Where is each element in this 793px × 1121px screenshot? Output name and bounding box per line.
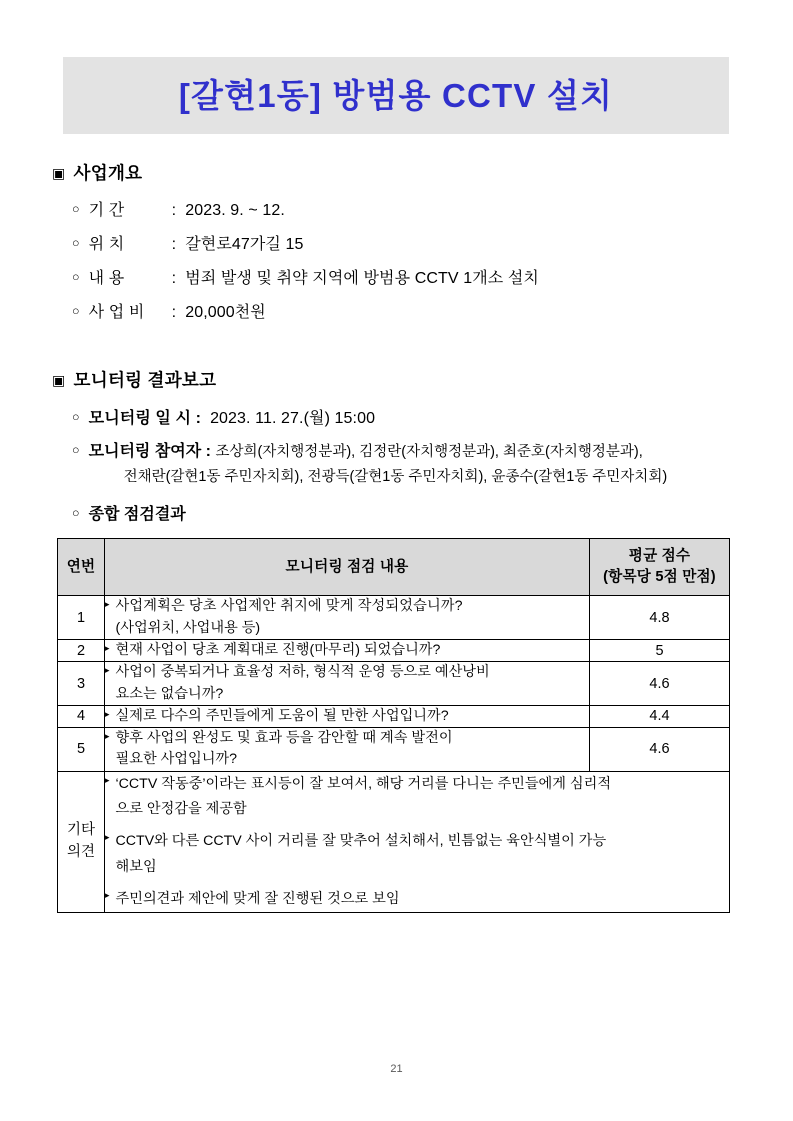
- opinion-3-line-1: 주민의견과 제안에 맞게 잘 진행된 것으로 보임: [115, 890, 400, 907]
- monitoring-results-heading: [72, 501, 667, 524]
- opinion-2-line-2: 해보임: [115, 858, 157, 875]
- row-score: 4.8: [590, 596, 730, 640]
- monitoring-results-table: [57, 538, 730, 913]
- document-title-banner: [63, 57, 729, 134]
- filled-square-marker-icon: ▣: [52, 165, 66, 181]
- list-item: [72, 265, 539, 288]
- row-content: [105, 596, 590, 640]
- question-line-1: 사업이 중복되거나 효율성 저하, 형식적 운영 등으로 예산낭비: [115, 664, 490, 681]
- other-opinions-content: [105, 771, 730, 912]
- opinion-1-line-1: ‘CCTV 작동중’이라는 표시등이 잘 보여서, 해당 거리를 다니는 주민들에게 심리적: [115, 775, 612, 792]
- list-item: [72, 231, 539, 254]
- list-item: [72, 197, 539, 220]
- other-opinions-label-line-2: 의견: [66, 843, 95, 860]
- row-score: 5: [590, 639, 730, 661]
- other-opinions-label: [58, 771, 105, 912]
- monitoring-participants-line-1: 조상희(자치행정분과), 김정란(자치행정분과), 최준호(자치행정분과),: [215, 444, 643, 460]
- triangle-bullet-icon: ▸: [105, 599, 110, 610]
- overview-value-location: 갈현로47가길 15: [185, 236, 304, 253]
- question-text: [116, 596, 463, 639]
- opinion-text: [116, 829, 607, 880]
- opinion-item: [105, 772, 729, 823]
- column-header-score-line-1: 평균 점수: [628, 548, 691, 564]
- filled-square-marker-icon: ▣: [52, 372, 66, 388]
- overview-value-content: 범죄 발생 및 취약 지역에 방범용 CCTV 1개소 설치: [185, 270, 539, 287]
- opinion-item: [105, 887, 729, 912]
- monitoring-results-heading-label: 종합 점검결과: [88, 505, 186, 523]
- table-row: [58, 662, 730, 706]
- overview-separator-content: :: [171, 270, 177, 287]
- row-number: 5: [58, 728, 105, 772]
- circle-bullet-icon: ○: [72, 505, 80, 520]
- monitoring-participants-line-2: 전채란(갈현1동 주민자치회), 전광득(갈현1동 주민자치회), 윤종수(갈현1동 주민자치회): [123, 469, 668, 486]
- triangle-bullet-icon: ▸: [105, 889, 110, 900]
- circle-bullet-icon: ○: [72, 304, 80, 318]
- overview-label-content: 내 용: [88, 270, 125, 287]
- question-line-1: 사업계획은 당초 사업제안 취지에 맞게 작성되었습니까?: [115, 598, 463, 615]
- circle-bullet-icon: ○: [72, 410, 80, 424]
- overview-label-location: 위 치: [88, 236, 125, 253]
- circle-bullet-icon: ○: [72, 443, 80, 457]
- list-item: [72, 299, 539, 322]
- table-header-row: [58, 539, 730, 596]
- opinion-2-line-1: CCTV와 다른 CCTV 사이 거리를 잘 맞추어 설치해서, 빈틈없는 육안식별이 가능: [115, 833, 607, 850]
- triangle-bullet-icon: ▸: [105, 731, 110, 742]
- question-item: [105, 596, 589, 639]
- overview-value-period: 2023. 9. ~ 12.: [185, 202, 285, 219]
- opinion-text: [116, 887, 400, 912]
- other-opinions-label-line-1: 기타: [66, 822, 95, 839]
- overview-separator-budget: :: [171, 304, 177, 321]
- question-line-2: 요소는 없습니까?: [115, 685, 224, 702]
- section-project-overview: [52, 160, 539, 333]
- section-monitoring-report: [52, 367, 667, 524]
- monitoring-participants-body: [89, 438, 668, 491]
- overview-value-budget: 20,000천원: [185, 304, 266, 321]
- row-number: 2: [58, 639, 105, 661]
- question-line-1: 향후 사업의 완성도 및 효과 등을 감안할 때 계속 발전이: [115, 730, 453, 747]
- question-item: [105, 728, 589, 771]
- column-header-score: [590, 539, 730, 596]
- section-heading-overview: [52, 160, 539, 185]
- question-text: [116, 640, 441, 661]
- question-text: [116, 728, 453, 771]
- section-heading-monitoring: [52, 367, 667, 392]
- question-item: [105, 640, 589, 661]
- opinion-text: [116, 772, 612, 823]
- table-row: [58, 639, 730, 661]
- circle-bullet-icon: ○: [72, 202, 80, 216]
- overview-label-period: 기 간: [88, 202, 125, 219]
- circle-bullet-icon: ○: [72, 236, 80, 250]
- triangle-bullet-icon: ▸: [105, 708, 110, 719]
- opinion-item: [105, 829, 729, 880]
- overview-label-budget: 사 업 비: [88, 304, 145, 321]
- row-content: [105, 639, 590, 661]
- triangle-bullet-icon: ▸: [105, 642, 110, 653]
- monitoring-datetime-row: [72, 405, 667, 428]
- question-text: [116, 706, 449, 727]
- overview-item-list: [52, 197, 539, 322]
- page-number: 21: [390, 1063, 403, 1075]
- question-text: [116, 662, 490, 705]
- circle-bullet-icon: ○: [72, 270, 80, 284]
- column-header-score-line-2: (항목당 5점 만점): [603, 569, 716, 586]
- row-number: 4: [58, 705, 105, 727]
- table-row: [58, 728, 730, 772]
- overview-separator-period: :: [171, 202, 177, 219]
- column-header-no: 연번: [58, 539, 105, 596]
- triangle-bullet-icon: ▸: [105, 832, 110, 843]
- row-score: 4.6: [590, 662, 730, 706]
- question-line-2: (사업위치, 사업내용 등): [115, 619, 261, 636]
- question-line-1: 실제로 다수의 주민들에게 도움이 될 만한 사업입니까?: [115, 707, 449, 724]
- row-number: 3: [58, 662, 105, 706]
- monitoring-datetime-value: 2023. 11. 27.(월) 15:00: [210, 410, 376, 427]
- table-row: [58, 705, 730, 727]
- question-line-2: 필요한 사업입니까?: [115, 751, 238, 768]
- triangle-bullet-icon: ▸: [105, 774, 110, 785]
- question-line-1: 현재 사업이 당초 계획대로 진행(마무리) 되었습니까?: [115, 641, 441, 658]
- opinion-1-line-2: 으로 안정감을 제공함: [115, 800, 247, 817]
- question-item: [105, 706, 589, 727]
- row-score: 4.4: [590, 705, 730, 727]
- column-header-content: 모니터링 점검 내용: [105, 539, 590, 596]
- triangle-bullet-icon: ▸: [105, 665, 110, 676]
- section-heading-overview-label: 사업개요: [73, 163, 143, 183]
- overview-separator-location: :: [171, 236, 177, 253]
- row-number: 1: [58, 596, 105, 640]
- row-content: [105, 728, 590, 772]
- row-content: [105, 662, 590, 706]
- page-title: [갈현1동] 방범용 CCTV 설치: [178, 77, 614, 114]
- question-item: [105, 662, 589, 705]
- monitoring-datetime-label: 모니터링 일 시 :: [88, 410, 202, 427]
- monitoring-participants-label: 모니터링 참여자 :: [88, 443, 211, 460]
- table-row: [58, 596, 730, 640]
- table-row-other-opinions: [58, 771, 730, 912]
- row-content: [105, 705, 590, 727]
- row-score: 4.6: [590, 728, 730, 772]
- section-heading-monitoring-label: 모니터링 결과보고: [73, 370, 217, 390]
- monitoring-participants-row: [72, 438, 667, 491]
